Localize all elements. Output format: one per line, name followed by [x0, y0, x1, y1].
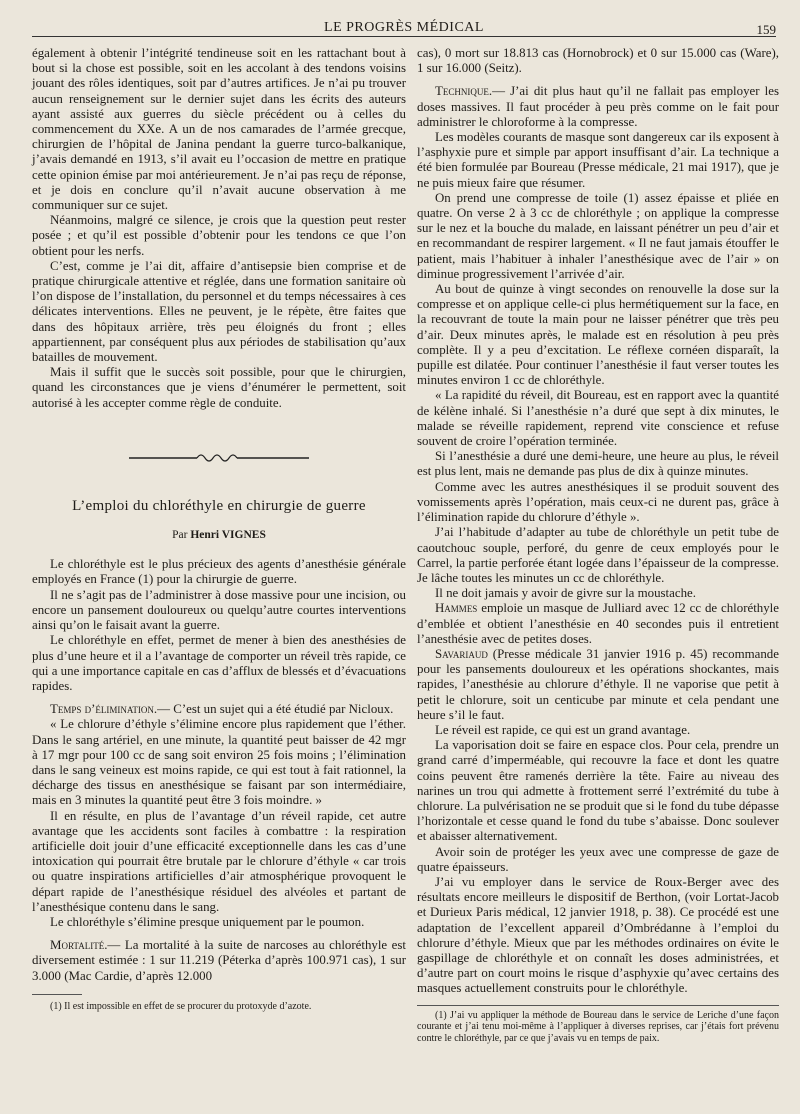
- paragraph-text: — La mortalité à la suite de narcoses au chloréthyle est diversement estimée : 1 sur 11.219 (Péterka d’après 100.971 cas), 1 sur 3.000 (Mac Cardie, d’après 12.000: [32, 938, 406, 983]
- paragraph: Le chloréthyle est le plus précieux des agents d’anesthésie générale employés en France (1) pour la chirurgie de guerre.: [32, 557, 406, 587]
- paragraph: Si l’anesthésie a duré une demi-heure, une heure au plus, le réveil est plus lent, mais ne demande pas plus de dix à quinze minutes.: [417, 449, 779, 479]
- paragraph: Comme avec les autres anesthésiques il se produit souvent des vomissements après l’opération, mais ceux-ci ne durent pas, grâce à l’élimination rapide du chlorure d’éthyle ».: [417, 479, 779, 525]
- paragraph: [417, 647, 779, 723]
- paragraph: C’est, comme je l’ai dit, affaire d’antisepsie bien comprise et de pratique chirurgicale attentive et réglée, dans une formation sanitaire où l’on dispose de l’installation, du personnel et du temps nécessaires à ces délicates interventions. Elles ne peuvent, je le répète, être faites que dans des hôpitaux arrière, très peu éloignés du front ; elles appartiennent, par conséquent plus aux périodes de stabilisation qu’aux batailles de mouvement.: [32, 258, 406, 365]
- paragraph-text: (Presse médicale 31 janvier 1916 p. 45) recommande pour les pansements douloureux et les opérations shockantes, mais rapides, l’anesthésie au chlorure d’éthyle. Il ne vaporise que petit à petit le chlorure, soit un centicube par minute et cela pendant une heure s’il le faut.: [417, 646, 779, 722]
- section-ornament: [32, 451, 406, 465]
- paragraph-text: — J’ai dit plus haut qu’il ne fallait pas employer les doses massives. Il faut procéder à peu près comme on le fait pour administrer le chloroforme à la compresse.: [417, 84, 779, 129]
- paragraph: Néanmoins, malgré ce silence, je crois que la question peut rester posée ; et qu’il est possible d’obtenir pour les tendons ce que l’on obtient pour les nerfs.: [32, 213, 406, 258]
- paragraph: Il en résulte, en plus de l’avantage d’un réveil rapide, cet autre avantage que les accidents sont faciles à combattre : la respiration artificielle doit jouir d’une efficacité exceptionnelle dans les cas d’une intoxication qui pourrait être brutale par le chlorure d’éthyle « car trois ou quatre inspirations artificielles d’air atmosphérique provoquent le départ rapide de l’anesthésique résiduel des alvéoles et partant de l’anesthésique contenu dans le sang.: [32, 808, 406, 914]
- paragraph: également à obtenir l’intégrité tendineuse soit en les rattachant bout à bout si la chose est possible, soit en les accolant à des tendons voisins jouant des rôles identiques, soit par d’autres artifices. Je n’ai pu trouver aucun renseignement sur le dernier sujet dans les écrits des auteurs ayant assisté aux guerres du siècle précédent ou à celles du commencement du XXe. A un de nos camarades de l’armée grecque, chirurgien de l’hôpital de Janina pendant la guerre turco-balkanique, j’avais demandé en 1913, s’il avait eu l’occasion de mettre en pratique cette opinion émise par moi antérieurement. Je n’ai pas reçu de réponse, et je dois en conclure qu’il n’avait aucune observation à me communiquer sur ce sujet.: [32, 46, 406, 213]
- paragraph: On prend une compresse de toile (1) assez épaisse et pliée en quatre. On verse 2 à 3 cc de chloréthyle ; on applique la compresse sur le nez et la bouche du malade, en laissant pénétrer un peu d’air et en recommandant de respirer largement. « Il ne faut jamais étouffer le patient, mais l’habituer à inhaler l’anesthésique avec de l’air » on diminue progressivement l’arrivée d’air.: [417, 190, 779, 281]
- paragraph: [417, 601, 779, 647]
- left-column: [32, 46, 406, 1013]
- paragraph: La vaporisation doit se faire en espace clos. Pour cela, prendre un grand carré d’imperméable, qui recouvre la face et dont les quatre coins peuvent être ramenés derrière la tête. Faire au niveau des narines un trou qui admette à frottement serré l’extrémité du tube à chlorure. La pulvérisation ne se produit que si le fond du tube dépasse l’horizontale et cesse quand le fond du tube s’abaisse. Donc soulever et abaisser alternativement.: [417, 738, 779, 844]
- page-number: 159: [756, 22, 776, 37]
- footnote: (1) J’ai vu appliquer la méthode de Boureau dans le service de Leriche d’une façon courante et j’ai tenu moi-même à l’appliquer à diverses reprises, car j’étais fort prévenu contre le chloréthyle, par ce que j’avais vu en temps de paix.: [417, 1009, 779, 1045]
- paragraph: J’ai vu employer dans le service de Roux-Berger avec des résultats encore meilleurs le dispositif de Berthon, (voir Lortat-Jacob et Durieux Paris médical, 12 janvier 1918, p. 38). Ce procédé est une adaptation de l’excellent appareil d’Ombrédanne à l’emploi du chlorure d’éthyle. Mieux que par les méthodes ordinaires on évite le gaspillage de chloréthyle et on connaît les doses administrées, et d’autre part on court moins le risque d’asphyxie qu’avec certains des masques actuellement construits pour le chloréthyle.: [417, 874, 779, 996]
- paragraph-text: emploie un masque de Julliard avec 12 cc de chloréthyle d’emblée et obtient l’anesthésie en 40 secondes puis il entretient l’anesthésie avec de petites doses.: [417, 601, 779, 646]
- paragraph: Le réveil est rapide, ce qui est un grand avantage.: [435, 722, 691, 737]
- ornament-rule-icon: [129, 451, 309, 465]
- article-title: L’emploi du chloréthyle en chirurgie de guerre: [72, 497, 366, 514]
- quote-paragraph: « Le chlorure d’éthyle s’élimine encore plus rapidement que l’éther. Dans le sang artériel, en une minute, la quantité peut baisser de 42 mgr à 17 mgr pour 100 cc de sang soit environ 25 fois moins ; l’élimination dans le sang veineux est moins rapide, ce qui est tout à fait rationnel, la décharge des tissus en anesthésique se faisant par son intermédiaire, mais en 3 minutes la quantité peut être 3 fois moindre. »: [32, 717, 406, 808]
- paragraph: cas), 0 mort sur 18.813 cas (Hornobrock) et 0 sur 15.000 cas (Ware), 1 sur 16.000 (Seitz).: [417, 46, 779, 76]
- paragraph-text: — C’est un sujet qui a été étudié par Nicloux.: [157, 702, 394, 717]
- byline: [32, 528, 406, 543]
- paragraph: J’ai l’habitude d’adapter au tube de chloréthyle un petit tube de caoutchouc souple, perforé, du genre de ceux employés pour le Carrel, la partie perforée étant logée dans l’épaisseur de la compresse. Je lâche toutes les minutes un cc de chloréthyle.: [417, 525, 779, 585]
- paragraph: Le chloréthyle s’élimine presque uniquement par le poumon.: [50, 914, 365, 929]
- paragraph: Il ne doit jamais y avoir de givre sur la moustache.: [435, 586, 696, 601]
- section-heading: Technique.: [435, 84, 493, 99]
- footnote-rule: [417, 1005, 779, 1006]
- paragraph: Mais il suffit que le succès soit possible, pour que le chirurgien, quand les circonstances que je viens d’énumérer le permettent, soit autorisé à les accepter comme règle de conduite.: [32, 365, 406, 410]
- footnote: (1) Il est impossible en effet de se procurer du protoxyde d’azote.: [50, 1000, 312, 1012]
- section-heading: Mortalité.: [50, 938, 108, 953]
- paragraph: Il ne s’agit pas de l’administrer à dose massive pour une incision, ou encore un pansement douloureux ou quelqu’autre courtes interventions ainsi qu’on le faisait avant la guerre.: [32, 587, 406, 633]
- section-heading: Temps d’élimination.: [50, 702, 158, 717]
- paragraph: Le chloréthyle en effet, permet de mener à bien des anesthésies de plus d’une heure et il a l’avantage de comporter un réveil très rapide, ce qui a une importance capitale en cas d’afflux de blessés et d’évacuations rapides.: [32, 633, 406, 693]
- paragraph: [32, 702, 406, 717]
- footnote-rule: [32, 994, 82, 995]
- quote-paragraph: « La rapidité du réveil, dit Boureau, est en rapport avec la quantité de kélène inhalé. Si l’anesthésie n’a duré que sept à dix minutes, le malade se réveille rapidement, reprend vite conscience et refuse souvent de croire l’opération terminée.: [417, 388, 779, 449]
- byline-prefix: Par: [172, 529, 188, 542]
- paragraph: Les modèles courants de masque sont dangereux car ils exposent à l’asphyxie pure et simple par apport insuffisant d’air. La technique a été bien formulée par Boureau (Presse médicale, 21 mai 1917), que je ne puis mieux faire que résumer.: [417, 130, 779, 190]
- author-name: Henri VIGNES: [190, 529, 266, 542]
- paragraph: Avoir soin de protéger les yeux avec une compresse de gaze de quatre épaisseurs.: [417, 844, 779, 874]
- paragraph: Au bout de quinze à vingt secondes on renouvelle la dose sur la compresse et on applique celle-ci plus hermétiquement sur la face, en la recouvrant de toute la main pour ne laisser pénétrer que très peu d’air. Deux minutes après, le malade est en résolution à peu près complète. Il y a peu d’excitation. Le réflexe cornéen disparaît, la pupille est dilatée. Pour continuer l’anesthésie il faut verser toutes les minutes environ 1 cc de chloréthyle.: [417, 282, 779, 388]
- paragraph: [417, 84, 779, 130]
- right-column: [417, 46, 779, 1045]
- author-reference: Savariaud: [435, 646, 488, 661]
- paragraph: [32, 938, 406, 984]
- running-header: [32, 6, 776, 37]
- author-reference: Hammes: [435, 601, 478, 616]
- journal-title: LE PROGRÈS MÉDICAL: [324, 20, 484, 35]
